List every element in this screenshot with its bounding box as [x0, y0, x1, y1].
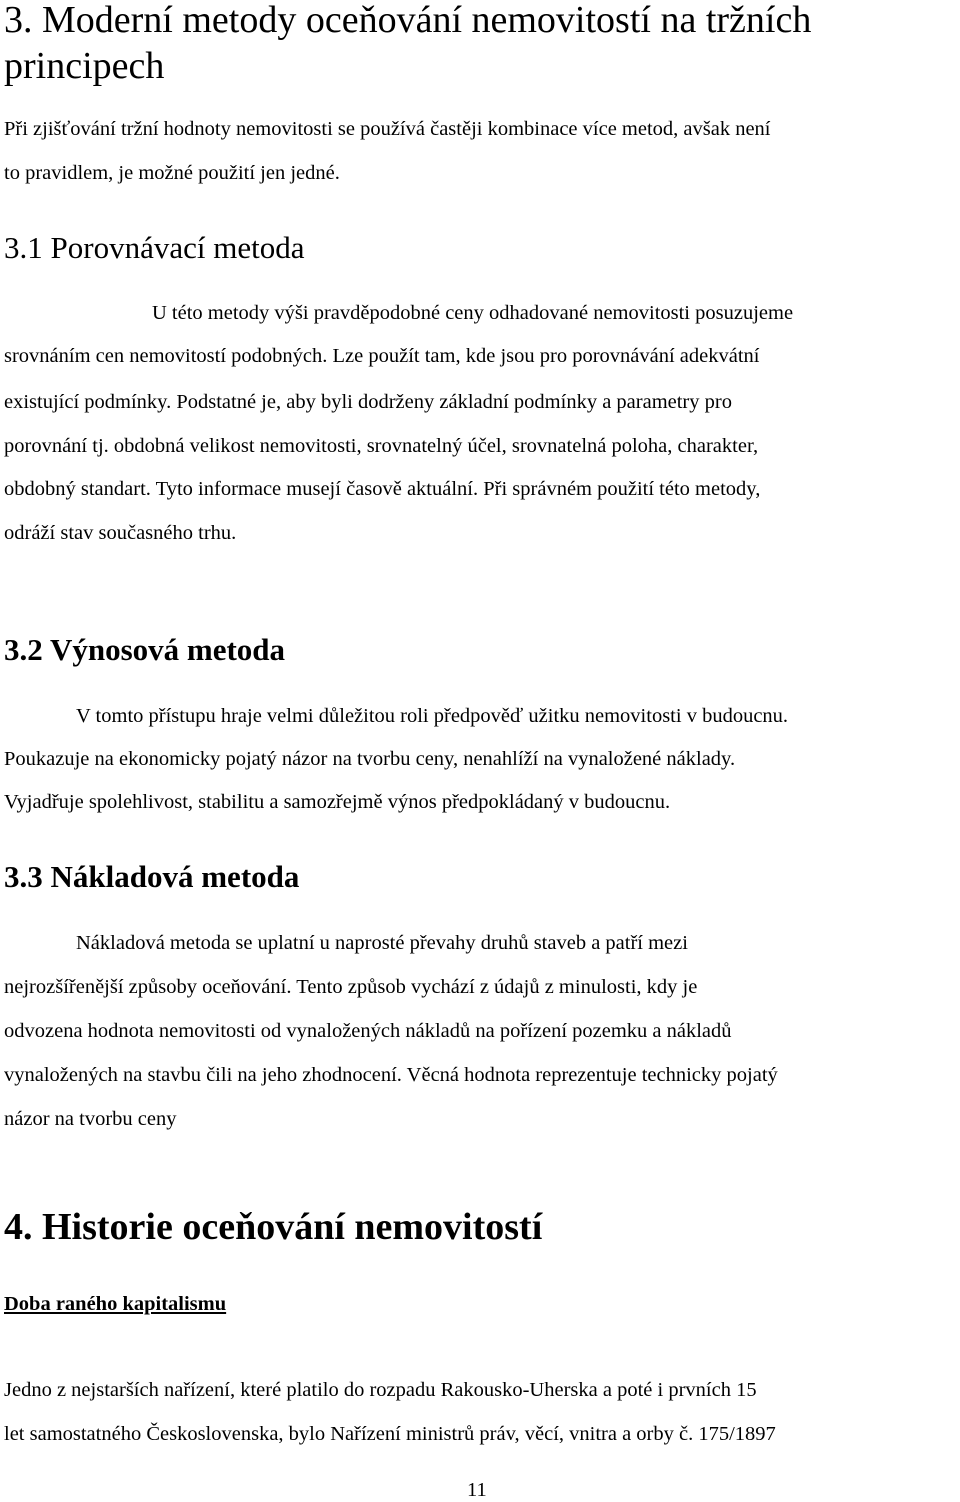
section-3-3-line-1: Nákladová metoda se uplatní u naprosté převahy druhů staveb a patří mezi: [76, 932, 688, 954]
section-3-1-line-1: U této metody výši pravděpodobné ceny odhadované nemovitosti posuzujeme: [152, 302, 794, 324]
section-3-3-line-5: názor na tvorbu ceny: [4, 1108, 177, 1130]
section-3-1-line-2: srovnáním cen nemovitostí podobných. Lze použít tam, kde jsou pro porovnávání adekvátní: [4, 345, 760, 367]
section-3-2-line-3: Vyjadřuje spolehlivost, stabilitu a samozřejmě výnos předpokládaný v budoucnu.: [4, 791, 671, 813]
section-3-2-line-2: Poukazuje na ekonomicky pojatý názor na tvorbu ceny, nenahlíží na vynaložené náklady.: [4, 748, 736, 770]
section-3-title-line2: principech: [4, 45, 165, 87]
intro-line-1: Při zjišťování tržní hodnoty nemovitosti se používá častěji kombinace více metod, avšak není: [4, 118, 771, 140]
section-3-1-line-6: odráží stav současného trhu.: [4, 522, 237, 544]
section-3-3-line-2: nejrozšířenější způsoby oceňování. Tento způsob vychází z údajů z minulosti, kdy je: [4, 976, 698, 998]
section-3-2-line-1: V tomto přístupu hraje velmi důležitou roli předpověď užitku nemovitosti v budoucnu.: [76, 705, 789, 727]
section-3-1-line-3: existující podmínky. Podstatné je, aby byli dodrženy základní podmínky a parametry pro: [4, 391, 732, 413]
section-3-1-heading: 3.1 Porovnávací metoda: [4, 230, 305, 265]
section-4-subheading: Doba raného kapitalismu: [4, 1293, 227, 1315]
page-number: 11: [467, 1479, 487, 1501]
section-3-3-line-4: vynaložených na stavbu čili na jeho zhodnocení. Věcná hodnota reprezentuje technicky pojatý: [4, 1064, 778, 1086]
section-3-title-line1: 3. Moderní metody oceňování nemovitostí na tržních: [4, 0, 812, 41]
section-3-1-line-5: obdobný standart. Tyto informace musejí časově aktuální. Při správném použití této metody,: [4, 478, 761, 500]
section-3-3-line-3: odvozena hodnota nemovitosti od vynaložených nákladů na pořízení pozemku a nákladů: [4, 1020, 732, 1042]
section-3-1-line-4: porovnání tj. obdobná velikost nemovitosti, srovnatelný účel, srovnatelná poloha, charakter,: [4, 435, 759, 457]
section-3-2-heading: 3.2 Výnosová metoda: [4, 632, 286, 667]
section-4-line-1: Jedno z nejstarších nařízení, které platilo do rozpadu Rakousko-Uherska a poté i prvních 15: [4, 1379, 757, 1401]
section-3-3-heading: 3.3 Nákladová metoda: [4, 859, 300, 894]
section-4-line-2: let samostatného Československa, bylo Nařízení ministrů práv, věcí, vnitra a orby č. 175/1897: [4, 1423, 776, 1445]
intro-line-2: to pravidlem, je možné použití jen jedné.: [4, 162, 340, 184]
section-4-title: 4. Historie oceňování nemovitostí: [4, 1206, 543, 1248]
